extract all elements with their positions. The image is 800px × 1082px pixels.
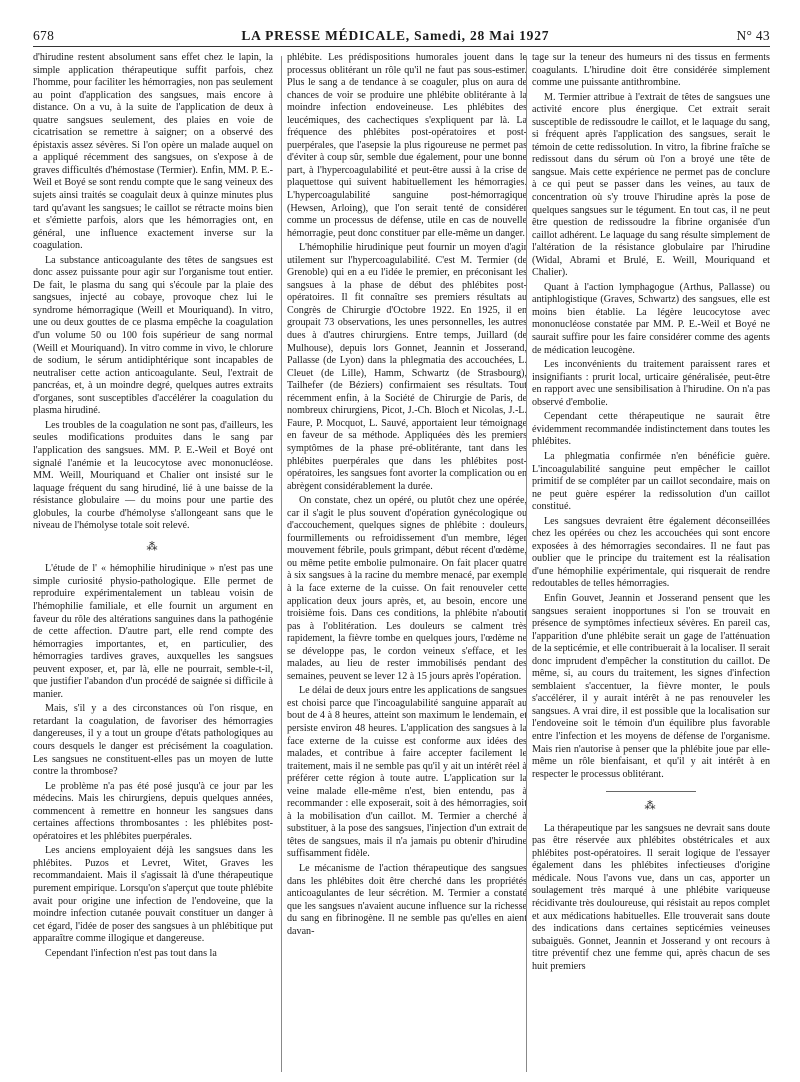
column-right [532, 52, 770, 1074]
column-divider [281, 56, 282, 1072]
paragraph: L'hémophilie hirudinique peut fournir un moyen d'agir utilement sur l'hypercoagulabilité. C'est M. Termier (de Grenoble) qui en a eu l'idée le premier, en préconisant les sangsues à la phase de début des phlébites post-opératoires. Il fit connaître ses premiers résultats au Congrès de Chirurgie d'Octobre 1922. En 1925, il en groupait 73 observations, les unes personnelles, les autres dues à d'autres chirurgiens. Entre temps, Juillard (de Mulhouse), depuis lors Gonnet, Jeannin et Josserand, Pallasse (de Lyon) dans la phlegmatia des accouchées, L. Cleuet (de Lille), Hamm, Schwartz (de Strasbourg), Tailhefer (de Béziers) confirmaient ses résultats. Tout récemment enfin, à la Société de Chirurgie de Paris, de nombreux chirurgiens, Picot, J.-Ch. Bloch et Nicolas, J.-L. Faure, P. Mocquot, L. Sauvé, apportaient leur témoignage en faveur de sa méthode. Appliquées dès les premiers symptômes de la phase pré-oblitérante, tant dans les phlébites puerpérales que dans les phlébites post-opératoires, les sangsues font avorter la complication ou en abrègent considérablement la durée. [287, 242, 527, 492]
section-separator: ⁂ [644, 800, 658, 813]
column-left [33, 52, 273, 1074]
paragraph: Mais, s'il y a des circonstances où l'on risque, en retardant la coagulation, de favoriser des hémorragies dangereuses, il y a tout un groupe d'états pathologiques au cours desquels le danger est précisément la coagulation. Les sangsues ne constituent-elles pas un moyen de lutte contre la thrombose? [33, 703, 273, 778]
paragraph: M. Termier attribue à l'extrait de têtes de sangsues une activité encore plus énergique. Cet extrait serait susceptible de redissoudre le caillot, et le laquage du sang, si fréquent après l'application des sangsues, serait le témoin de cette redissolution. In vitro, la fibrine fraîche se redissout dans du sérum où l'on a broyé une tête de sangsue. Mais cette expérience ne permet pas de conclure à ce qui peut se passer dans les veines, au taux de concentration où s'y trouve l'hirudine après la pose de quelques sangsues sur le tégument. En tout cas, il ne peut être question de redissoudre la fibrine organisée d'un caillot adhérent. Le laquage du sang résulte simplement de l'altération de la résistance globulaire par l'hirudine (Widal, Abrami et Brulé, E. Weill, Mouriquand et Chalier). [532, 91, 770, 279]
paragraph: Enfin Gouvet, Jeannin et Josserand pensent que les sangsues seraient inopportunes si l'on se trouvait en présence de symptômes infectieux sévères. En pareil cas, l'apparition d'une phlébite serait un gage de l'atténuation de la septicémie, et elle contribuerait à la localiser. Il serait donc imprudent d'empêcher la constitution du caillot. De même, si, au cours du traitement, les signes d'infection semblaient s'accentuer, la fièvre monter, le pouls s'accélérer, il y aurait intérêt à ne pas renouveler les sangsues. A vrai dire, il est possible que la localisation sur l'endoveine soit le témoin d'un équilibre plus favorable entre l'infection et les moyens de défense de l'organisme. Mais rien n'autorise à penser que la phlébite joue par elle-même un rôle bienfaisant, et qu'il y ait intérêt à en respecter le processus oblitérant. [532, 592, 770, 780]
paragraph: Le délai de deux jours entre les applications de sangsues est choisi parce que l'incoagulabilité sanguine apparaît au bout de 4 à 8 heures, atteint son maximum le lendemain, et persiste environ 48 heures. L'application des sangsues à la face externe de la cuisse est conforme aux idées des malades, et contribue à faire accepter facilement le traitement, mais il ne semble pas qu'il y ait un intérêt réel à préférer cette région à toute autre. L'application sur la veine malade elle-même n'est, bien entendu, pas à recommander : elle exposerait, soit à des hémorragies, soit à la mobilisation d'un caillot. M. Termier a cherché à substituer, à la pose des sangsues, l'injection d'un extrait de têtes de sangsues, mais il n'a jamais pu obtenir d'hirudine suffisamment fidèle. [287, 685, 527, 860]
paragraph: Les inconvénients du traitement paraissent rares et insignifiants : prurit local, urticaire généralisée, peut-être en rapport avec une sensibilisation à l'hirudine. On n'a pas observé d'embolie. [532, 359, 770, 408]
paragraph: Quant à l'action lymphagogue (Arthus, Pallasse) ou antiphlogistique (Graves, Schwartz) des sangsues, elle est moins bien établie. La légère leucocytose avec mononucléose constatée par MM. P. E.-Weil et Boyé ne saurait suffire pour les faire considérer comme des agents de médication leucogène. [532, 281, 770, 356]
paragraph: Les sangsues devraient être également déconseillées chez les opérées ou chez les accouchées qui sont encore exposées à des hémorragies secondaires. Il ne faut pas oublier que le principe du traitement est la réalisation d'une hémophilie expérimentale, qui risquerait de rendre redoutables de telles hémorragies. [532, 515, 770, 590]
paragraph: La thérapeutique par les sangsues ne devrait sans doute pas être réservée aux phlébites obstétricales et aux phlébites post-opératoires. Il serait logique de l'essayer également dans les phlébites infectieuses d'origine médicale. Nous l'avons vue, dans un cas, apporter un soulagement très marqué à une phlébite variqueuse récidivante très douloureuse, qui résistait au repos complet et aux médications habituelles. Elle trouverait sans doute des indications dans certaines septicémies veineuses subaiguës. Gonnet, Jeannin et Josserand y ont recours à titre préventif chez une femme qui, après chacun de ses huit premiers [532, 822, 770, 972]
paragraph: Les anciens employaient déjà les sangsues dans les phlébites. Puzos et Levret, Witet, Graves les recommandaient. Mais il s'agissait là d'une thérapeutique purement empirique. Lorsqu'on s'aperçut que toute phlébite avait pour origine une infection de l'endoveine, que la moindre infection cutanée pouvait constituer un danger à cet égard, l'idée de poser des sangsues à un phlébitique put apparaître comme illogique et dangereuse. [33, 845, 273, 945]
paragraph: Les troubles de la coagulation ne sont pas, d'ailleurs, les seules modifications produites dans le sang par l'application des sangsues. MM. P. E.-Weil et Boyé ont signalé l'anémie et la leucocytose avec mononucléose. MM. Weill, Mouriquand et Chalier ont insisté sur le laquage fréquent du sang hirudiné, lié à une baisse de la résistance globulaire — du moins pour une partie des globules, la courbe d'hémolyse s'allongeant sans que le niveau de l'hémolyse totale soit relevé. [33, 419, 273, 532]
header-rule [33, 46, 770, 47]
section-rule [606, 791, 696, 792]
paragraph: tage sur la teneur des humeurs ni des tissus en ferments coagulants. L'hirudine doit être considérée simplement comme une puissante antithrombine. [532, 52, 770, 89]
section-separator: ⁂ [146, 540, 160, 553]
page-header [33, 22, 770, 44]
paragraph: Cependant cette thérapeutique ne saurait être évidemment recommandée indistinctement dans toutes les phlébites. [532, 411, 770, 448]
paragraph: phlébite. Les prédispositions humorales jouent dans le processus oblitérant un rôle qu'il ne faut pas sous-estimer. Plus le sang a de tendance à se coaguler, plus on aura de chances de voir se produire une phlébite oblitérante à la moindre infection endoveineuse. Les phlébites des leucémiques, des cachectiques s'expliquent par là. La fréquence des phlébites post-opératoires et post-puerpérales, que l'asepsie la plus rigoureuse ne permet pas d'éviter à coup sûr, semble due également, pour une bonne part, à l'hypercoagulabilité et peut-être aussi à la crise de plaquettose qui suivent habituellement les hémorragies. L'hypercoagulabilité sanguine post-hémorragique (Hewsen, Arloing), que l'on serait tenté de considérer comme un processus de défense, utile en cas de nouvelle hémorragie, peut donc constituer par elle-même un danger. [287, 52, 527, 239]
page-number: 678 [33, 28, 55, 43]
paragraph: d'hirudine restent absolument sans effet chez le lapin, la simple application thérapeutique suffit parfois, chez l'homme, pour faciliter les hémorragies, non pas seulement au point d'application des sangsues, mais encore à distance. On a vu, à la suite de l'application de deux à quatre sangsues seulement, des plaies en voie de cicatrisation se remettre à saigner; on a observé des épistaxis assez sévères. Si l'on opère un malade auquel on a appliqué récemment des sangsues, on s'expose à de graves difficultés d'hémostase (Termier). Enfin, MM. P. E.-Weil et Boyé se sont rendu compte que le sang veineux des sujets ainsi traités se coagulait deux à quinze minutes plus tard qu'avant les sangsues; le caillot se rétracte moins bien et s'émiette parfois, alors que les hémorragies ont, en général, une influence exactement inverse sur la coagulation. [33, 52, 273, 252]
paragraph: Le mécanisme de l'action thérapeutique des sangsues dans les phlébites doit être cherché dans les propriétés anticoagulantes de leur sécrétion. M. Termier a constaté que les sangsues n'avaient aucune influence sur la richesse du sang en fibrinogène. Il ne semble pas qu'elles en aient davan- [287, 863, 527, 937]
paragraph: Le problème n'a pas été posé jusqu'à ce jour par les médecins. Mais les chirurgiens, depuis quelques années, commencent à remettre en honneur les sangsues dans certaines affections thrombosantes : les phlébites post-opératoires et les phlébites puerpérales. [33, 780, 273, 842]
paragraph: L'étude de l' « hémophilie hirudinique » n'est pas une simple curiosité physio-pathologique. Elle permet de reproduire expérimentalement un tableau voisin de l'hémophilie familiale, et elle fournit un argument en faveur du rôle des altérations sanguines dans la pathogénie de cette affection. D'autre part, elle rend compte des hémorragies importantes, et, en particulier, des hémorragies tardives graves, auxquelles les sangsues peuvent exposer, et, par là, elle ne pourrait, semble-t-il, que justifier l'abandon d'un procédé de saignée si difficile à manier. [33, 563, 273, 700]
column-middle [287, 52, 527, 1074]
paragraph: La substance anticoagulante des têtes de sangsues est donc assez puissante pour agir sur l'organisme tout entier. De fait, le plasma du sang qui s'écoule par la plaie des sangsues, injecté au cobaye, provoque chez lui le syndrome hémorragique (Weill et Mouriquand). In vitro, une ou deux gouttes de ce plasma empêche la coagulation d'un volume 50 ou 100 fois supérieur de sang normal (Weill et Mouriquand). In vitro comme in vivo, le chlorure de sodium, le sérum antidiphtérique sont incapables de neutraliser cette action anticoagulante. Seul, l'extrait de pancréas, et, à un moindre degré, quelques autres extraits d'organes, sont susceptibles d'accélérer la coagulation du plasma hirudiné. [33, 254, 273, 417]
paragraph: La phlegmatia confirmée n'en bénéficie guère. L'incoagulabilité sanguine peut empêcher le caillot primitif de se compléter par un caillot secondaire, mais on ne peut guère espérer la redissolution d'un caillot constitué. [532, 450, 770, 513]
journal-title: LA PRESSE MÉDICALE, Samedi, 28 Mai 1927 [241, 28, 550, 43]
issue-number: N° 43 [736, 28, 770, 43]
paragraph: Cependant l'infection n'est pas tout dans la [45, 947, 217, 959]
column-divider [526, 56, 527, 1072]
paragraph: On constate, chez un opéré, ou plutôt chez une opérée, car il s'agit le plus souvent d'opération gynécologique ou d'accouchement, quelques signes de phlébite : douleurs, fourmillements ou refroidissement d'un membre, léger mouvement fébrile, pouls grimpant, début récent d'œdème, ou même petite embolie pulmonaire. On fait placer quatre à six sangsues à la racine du membre menacé, par exemple à la face externe de la cuisse. On fait renouveler cette application deux jours après, et, au besoin, encore une troisième fois. Dans ces conditions, la phlébite n'aboutit pas à l'oblitération. Les douleurs se calment très rapidement, la fièvre tombe en quelques jours, l'œdème ne se développe pas, le cordon veineux s'efface, et les malades, au lieu de rester immobilisés pendant des semaines, peuvent se lever 12 à 15 jours après l'opération. [287, 495, 527, 682]
